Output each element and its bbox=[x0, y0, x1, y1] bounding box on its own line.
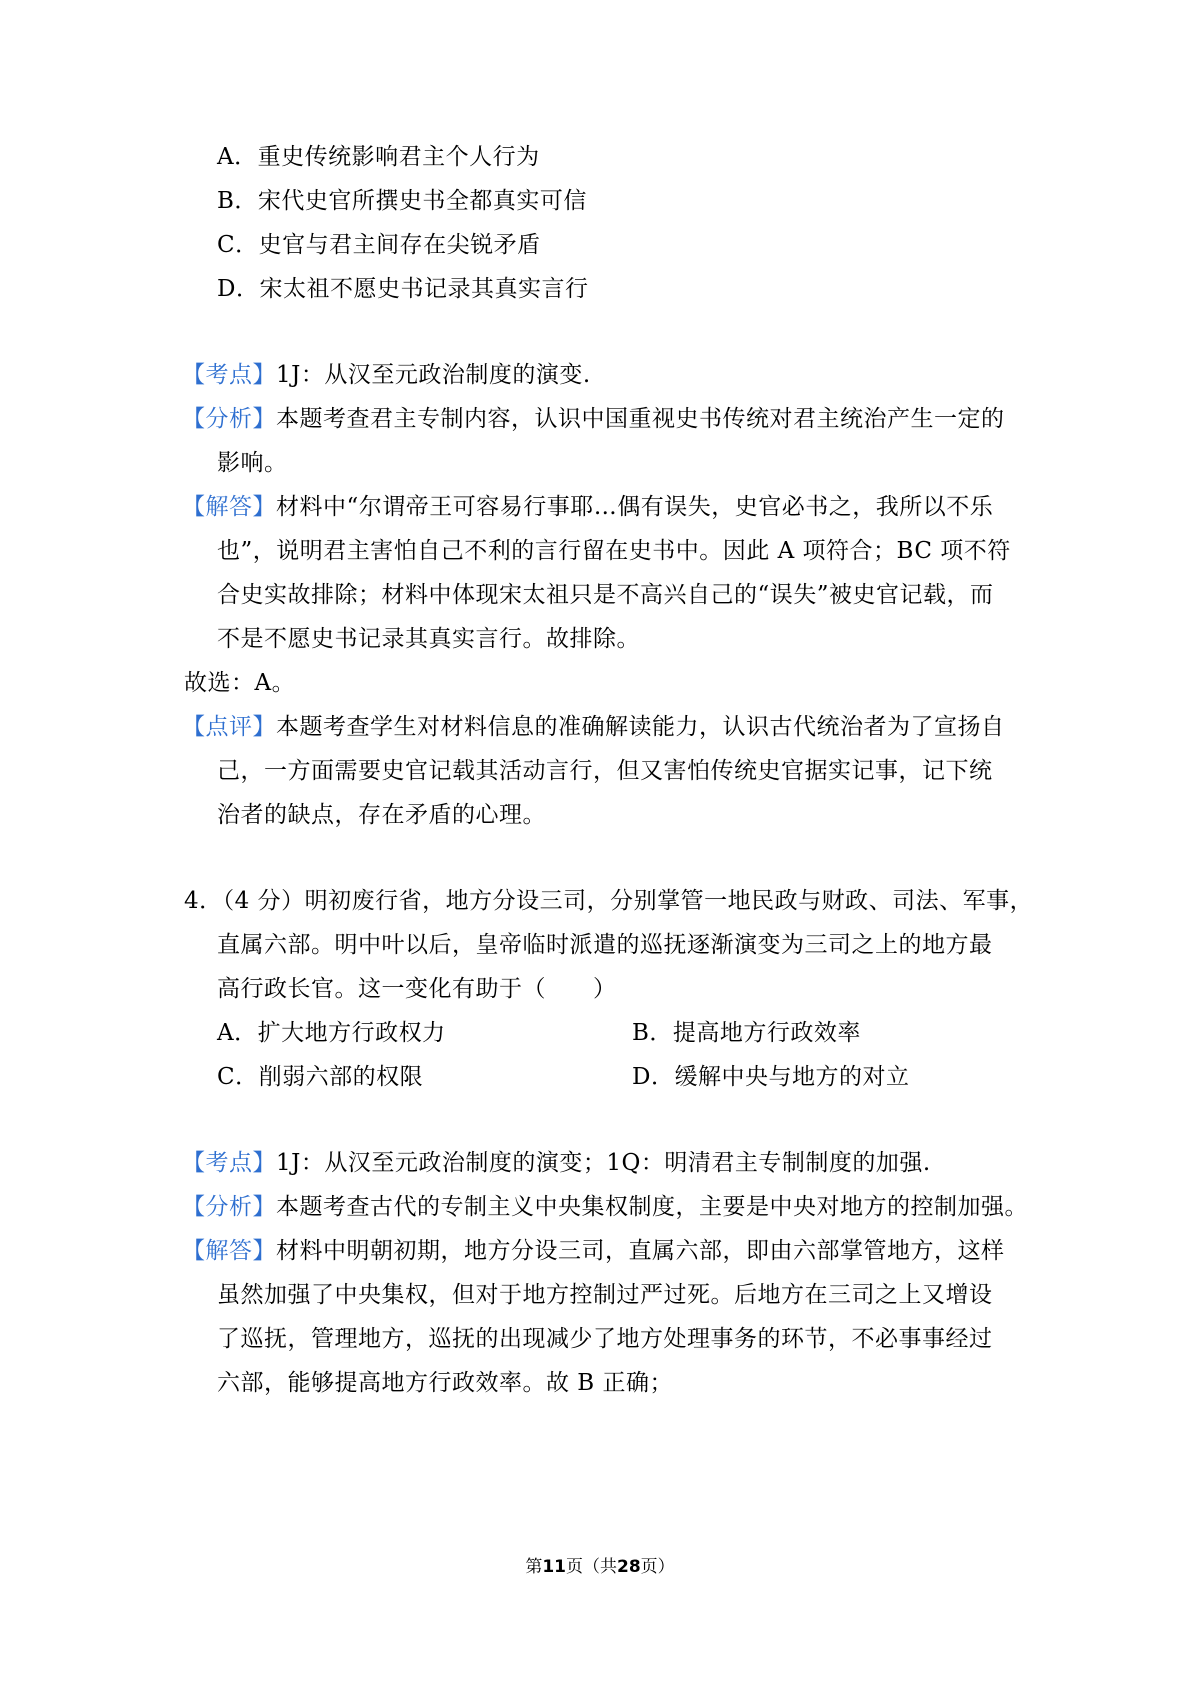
q4-fenxi bbox=[182, 1191, 1028, 1223]
q3-jieda-l3: 合史实故排除；材料中体现宋太祖只是不高兴自己的“误失”被史官记载，而 bbox=[217, 582, 994, 608]
q4-stem-l3: 高行政长官。这一变化有助于（ ） bbox=[217, 976, 617, 1002]
q3-jieda-l2: 也”，说明君主害怕自己不利的言行留在史书中。因此 A 项符合；BC 项不符 bbox=[217, 538, 1011, 564]
q3-option-a: A．重史传统影响君主个人行为 bbox=[217, 144, 540, 170]
footer-total-pages: 28 bbox=[617, 1557, 641, 1577]
jieda-tag: 【解答】 bbox=[182, 1238, 276, 1264]
q4-jieda bbox=[182, 1235, 1005, 1267]
q3-fenxi-cont: 影响。 bbox=[217, 450, 288, 476]
fenxi-tag: 【分析】 bbox=[182, 406, 276, 432]
q3-dianping-l3: 治者的缺点，存在矛盾的心理。 bbox=[217, 802, 546, 828]
q4-option-a: A．扩大地方行政权力 bbox=[217, 1020, 446, 1046]
q4-option-c: C．削弱六部的权限 bbox=[217, 1064, 424, 1090]
q3-option-d: D．宋太祖不愿史书记录其真实言行 bbox=[217, 276, 589, 302]
q3-kaodian bbox=[182, 359, 591, 391]
q4-jieda-l2: 虽然加强了中央集权，但对于地方控制过严过死。后地方在三司之上又增设 bbox=[217, 1282, 993, 1308]
footer-middle: 页（共 bbox=[566, 1557, 617, 1577]
q4-kaodian bbox=[182, 1147, 931, 1179]
q3-jieda bbox=[182, 491, 993, 523]
fenxi-tag: 【分析】 bbox=[182, 1194, 276, 1220]
footer-page-number: 11 bbox=[542, 1557, 566, 1577]
q4-option-b: B．提高地方行政效率 bbox=[632, 1020, 861, 1046]
dianping-tag: 【点评】 bbox=[182, 714, 276, 740]
kaodian-tag: 【考点】 bbox=[182, 362, 276, 388]
kaodian-tag: 【考点】 bbox=[182, 1150, 276, 1176]
q4-stem: 4．（4 分）明初废行省，地方分设三司，分别掌管一地民政与财政、司法、军事， bbox=[184, 888, 1034, 914]
q4-stem-l2: 直属六部。明中叶以后，皇帝临时派遣的巡抚逐渐演变为三司之上的地方最 bbox=[217, 932, 993, 958]
footer-prefix: 第 bbox=[525, 1557, 543, 1577]
q4-option-d: D．缓解中央与地方的对立 bbox=[632, 1064, 910, 1090]
dianping-text: 本题考查学生对材料信息的准确解读能力，认识古代统治者为了宣扬自 bbox=[276, 714, 1005, 740]
kaodian-text: 1J：从汉至元政治制度的演变；1Q：明清君主专制制度的加强. bbox=[276, 1150, 931, 1176]
kaodian-text: 1J：从汉至元政治制度的演变. bbox=[276, 362, 591, 388]
q3-jieda-l4: 不是不愿史书记录其真实言行。故排除。 bbox=[217, 626, 640, 652]
jieda-text: 材料中明朝初期，地方分设三司，直属六部，即由六部掌管地方，这样 bbox=[276, 1238, 1005, 1264]
jieda-text: 材料中“尔谓帝王可容易行事耶…偶有误失，史官必书之，我所以不乐 bbox=[276, 494, 994, 520]
fenxi-text: 本题考查君主专制内容，认识中国重视史书传统对君主统治产生一定的 bbox=[276, 406, 1005, 432]
jieda-tag: 【解答】 bbox=[182, 494, 276, 520]
q3-answer: 故选：A。 bbox=[184, 670, 296, 696]
q4-jieda-l4: 六部，能够提高地方行政效率。故 B 正确； bbox=[217, 1370, 674, 1396]
q3-fenxi bbox=[182, 403, 1005, 435]
q3-option-b: B．宋代史官所撰史书全都真实可信 bbox=[217, 188, 587, 214]
q3-dianping-l2: 己，一方面需要史官记载其活动言行，但又害怕传统史官据实记事，记下统 bbox=[217, 758, 993, 784]
footer-suffix: 页） bbox=[640, 1557, 675, 1577]
q3-option-c: C．史官与君主间存在尖锐矛盾 bbox=[217, 232, 541, 258]
fenxi-text: 本题考查古代的专制主义中央集权制度，主要是中央对地方的控制加强。 bbox=[276, 1194, 1028, 1220]
page-footer bbox=[0, 1555, 1200, 1579]
q4-jieda-l3: 了巡抚，管理地方，巡抚的出现减少了地方处理事务的环节，不必事事经过 bbox=[217, 1326, 993, 1352]
q3-dianping bbox=[182, 711, 1005, 743]
